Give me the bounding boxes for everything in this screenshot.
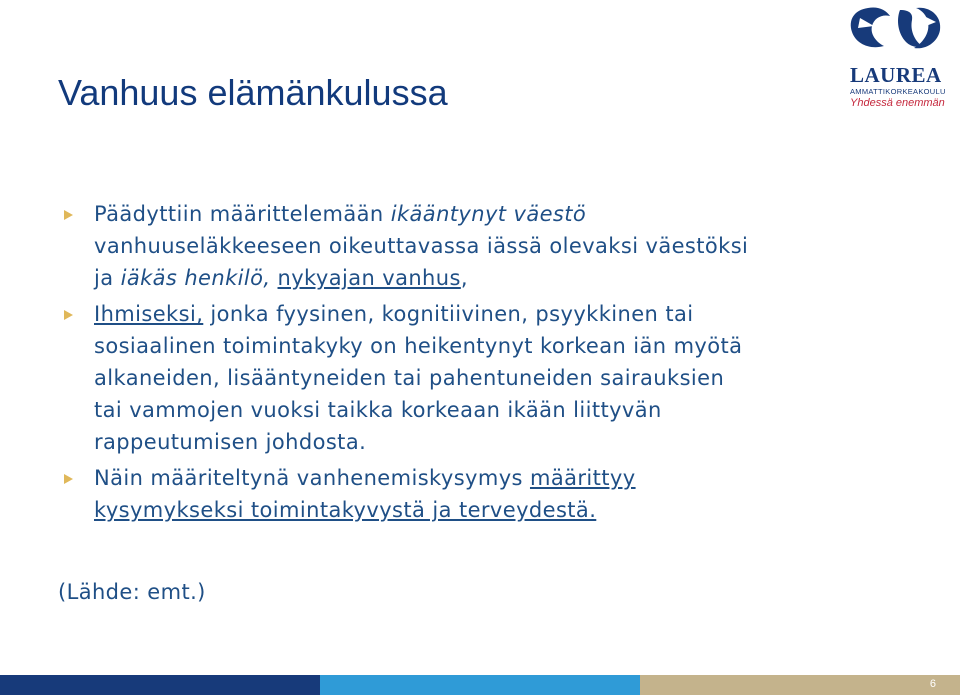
footer-bar: [0, 675, 960, 695]
footer-segment-beige: [640, 675, 960, 695]
laurea-emblem-icon: [840, 4, 950, 60]
bullet-item: [58, 198, 758, 294]
logo-slogan: Yhdessä enemmän: [850, 97, 945, 109]
logo-name: LAUREA: [850, 63, 942, 87]
laurea-logo: [840, 4, 950, 114]
bullet-triangle-icon: [64, 210, 73, 220]
footer-segment-light-blue: [320, 675, 640, 695]
slide-title: Vanhuus elämänkulussa: [58, 72, 448, 113]
bullet-item: [58, 298, 758, 458]
bullet-item: [58, 462, 758, 526]
bullet-triangle-icon: [64, 310, 73, 320]
bullet-text: Päädyttiin määrittelemään ikääntynyt väestö vanhuuseläkkeeseen oikeuttavassa iässä olevaksi väestöksi ja iäkäs henkilö, nykyajan vanhus,: [94, 202, 749, 290]
bullet-triangle-icon: [64, 474, 73, 484]
bullet-list: [58, 198, 758, 530]
logo-subtitle: AMMATTIKORKEAKOULU: [850, 87, 946, 96]
bullet-text: Näin määriteltynä vanhenemiskysymys määrittyy kysymykseksi toimintakyvystä ja terveydestä.: [94, 466, 636, 522]
source-note: (Lähde: emt.): [58, 580, 206, 604]
page-number: 6: [929, 678, 936, 690]
bullet-text: Ihmiseksi, jonka fyysinen, kognitiivinen, psyykkinen tai sosiaalinen toimintakyky on heikentynyt korkean iän myötä alkaneiden, lisääntyneiden tai pahentuneiden sairauksien tai vammojen vuoksi taikka korkeaan ikään liittyvän rappeutumisen johdosta.: [94, 302, 743, 454]
footer-segment-dark-blue: [0, 675, 320, 695]
